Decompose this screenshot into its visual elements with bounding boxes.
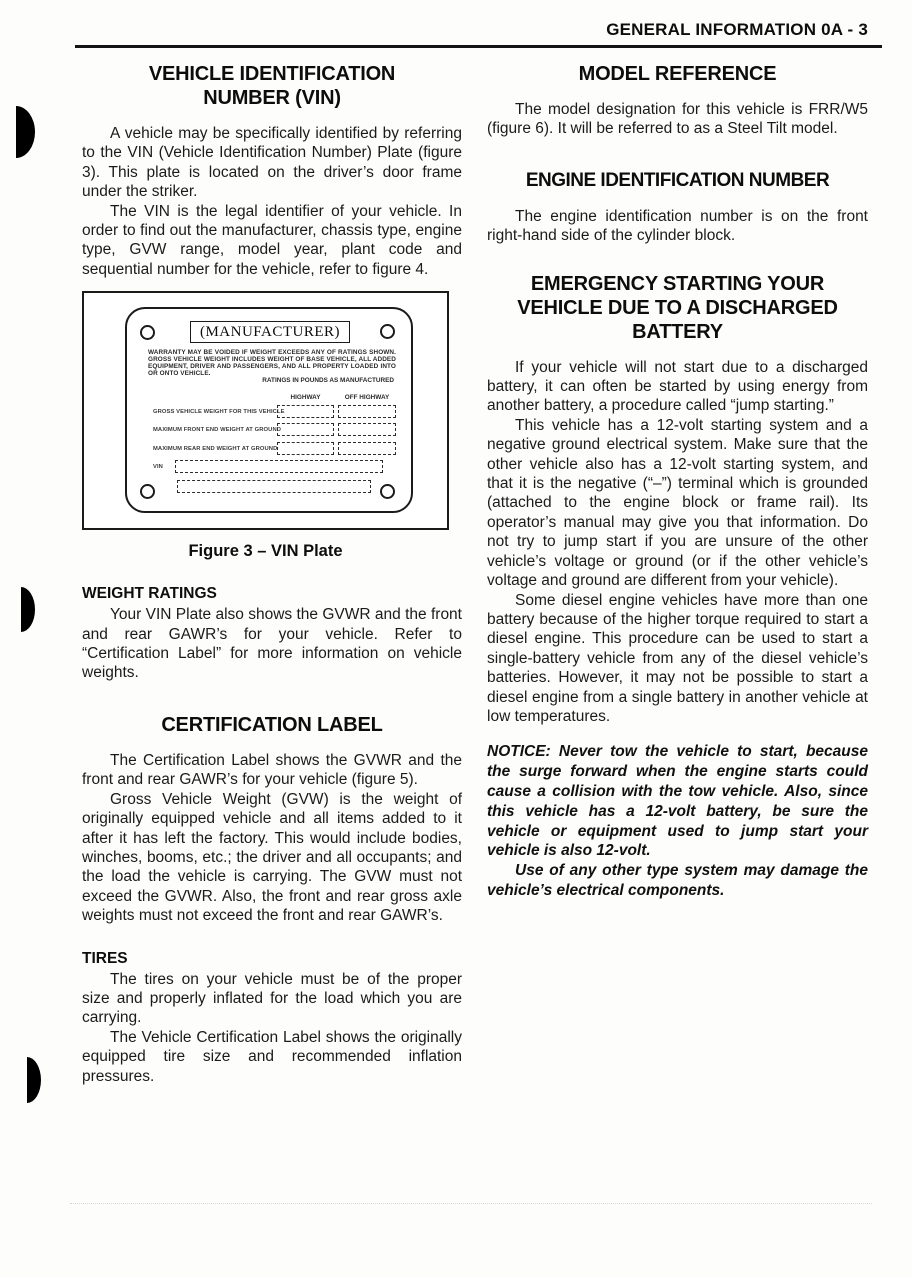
engine-id-paragraph: The engine identification number is on the front right-hand side of the cylinder block. [487,207,868,245]
serial-value-box [177,480,371,493]
column-header-highway: HIGHWAY [290,394,321,402]
emergency-paragraph-2: This vehicle has a 12-volt starting system and a negative ground electrical system. Make sure that the other vehicle also has a 12-volt starting system, and that it is the negative (“–”) terminal which is grounded (attached to the engine block or frame rail). Its operator’s manual may give you that information. Do not try to jump start if you are unsure of the other vehicle’s voltage or ground (or if the other vehicle’s voltage and ground are different from your vehicle). [487,416,868,590]
tires-paragraph-1: The tires on your vehicle must be of the proper size and properly inflated for the load which you are carrying. [82,970,462,1027]
vin-row-label: VIN [153,464,163,471]
manufacturer-box: (MANUFACTURER) [190,321,350,343]
weight-value-box [277,442,334,455]
weight-value-box [338,405,396,418]
page-header: GENERAL INFORMATION 0A - 3 [606,20,868,39]
binder-hole-mark [16,106,35,158]
weight-row-label: MAXIMUM REAR END WEIGHT AT GROUND [153,446,278,453]
model-reference-title: MODEL REFERENCE [578,63,777,85]
binder-hole-mark [27,1057,41,1103]
vin-row [127,460,411,475]
weight-row [127,405,411,420]
screw-hole-icon [380,484,395,499]
emergency-paragraph-3: Some diesel engine vehicles have more than one battery because of the higher torque required to start a diesel engine. This procedure can be used to start a single-battery vehicle from any of the diesel vehicle’s batteries. However, it may not be possible to start a diesel engine from a single battery in another vehicle at low temperatures. [487,591,868,725]
figure-3-frame [82,291,449,530]
vin-value-box [175,460,383,473]
weight-value-box [338,442,396,455]
ratings-note: RATINGS IN POUNDS AS MANUFACTURED [262,377,394,385]
certification-paragraph-1: The Certification Label shows the GVWR and the front and rear GAWR’s for your vehicle (figure 5). [82,751,462,789]
weight-value-box [277,423,334,436]
scan-artifact-line [70,1203,872,1204]
weight-row-label: GROSS VEHICLE WEIGHT FOR THIS VEHICLE [153,409,285,416]
weight-row [127,442,411,457]
tires-paragraph-2: The Vehicle Certification Label shows the originally equipped tire size and recommended inflation pressures. [82,1028,462,1085]
notice-paragraph-2: Use of any other type system may damage the vehicle’s electrical components. [487,862,868,899]
warranty-text: WARRANTY MAY BE VOIDED IF WEIGHT EXCEEDS ANY OF RATINGS SHOWN. GROSS VEHICLE WEIGHT INCLUDES WEIGHT OF BASE VEHICLE, ALL ADDED EQUIPMENT, DRIVER AND PASSENGERS, AND ALL PROPERTY LOADED INTO OR ONTO VEHICLE. [148,349,396,378]
notice-paragraph-1: NOTICE: Never tow the vehicle to start, because the surge forward when the engine starts could cause a collision with the tow vehicle. Also, since this vehicle has a 12-volt battery, be sure the vehicle or equipment used to jump start your vehicle is also 12-volt. [487,743,868,860]
vin-paragraph-1: A vehicle may be specifically identified by referring to the VIN (Vehicle Identification Number) Plate (figure 3). This plate is located on the driver’s door frame under the striker. [82,125,462,201]
column-header-off-highway: OFF HIGHWAY [344,394,390,402]
emergency-paragraph-1: If your vehicle will not start due to a discharged battery, it can often be started by using energy from another battery, a procedure called “jump starting.” [487,358,868,415]
right-column [487,62,868,901]
header-rule [75,45,882,48]
vin-paragraph-2: The VIN is the legal identifier of your vehicle. In order to find out the manufacturer, chassis type, engine type, GVW range, model year, plant code and sequential number for the vehicle, refer to figure 4. [82,202,462,278]
binder-hole-mark [21,587,35,632]
engine-id-title: ENGINE IDENTIFICATION NUMBER [525,169,830,191]
figure-caption: Figure 3 – VIN Plate [188,542,343,561]
certification-label-title: CERTIFICATION LABEL [161,713,383,736]
left-column [82,62,462,1086]
weight-row-label: MAXIMUM FRONT END WEIGHT AT GROUND [153,427,282,434]
certification-paragraph-2: Gross Vehicle Weight (GVW) is the weight of originally equipped vehicle and all items added to it after it has left the factory. This would include bodies, winches, booms, etc.; the driver and all occupants; and the load the vehicle is carrying. The GVW must not exceed the GVWR. Also, the front and rear gross axle weights must not exceed the front and rear GAWR’s. [82,790,462,925]
tires-title: TIRES [82,949,128,967]
weight-value-box [338,423,396,436]
screw-hole-icon [140,325,155,340]
vin-plate-graphic [125,307,413,513]
weight-value-box [277,405,334,418]
screw-hole-icon [380,324,395,339]
screw-hole-icon [140,484,155,499]
vin-section-title: VEHICLE IDENTIFICATION NUMBER (VIN) [148,63,396,109]
emergency-starting-title: EMERGENCY STARTING YOUR VEHICLE DUE TO A DISCHARGED BATTERY [517,272,838,343]
model-reference-paragraph: The model designation for this vehicle is FRR/W5 (figure 6). It will be referred to as a Steel Tilt model. [487,101,868,138]
weight-ratings-title: WEIGHT RATINGS [82,585,217,603]
weight-row [127,423,411,438]
weight-ratings-paragraph: Your VIN Plate also shows the GVWR and the front and rear GAWR’s for your vehicle. Refer to “Certification Label” for more information on vehicle weights. [82,606,462,682]
